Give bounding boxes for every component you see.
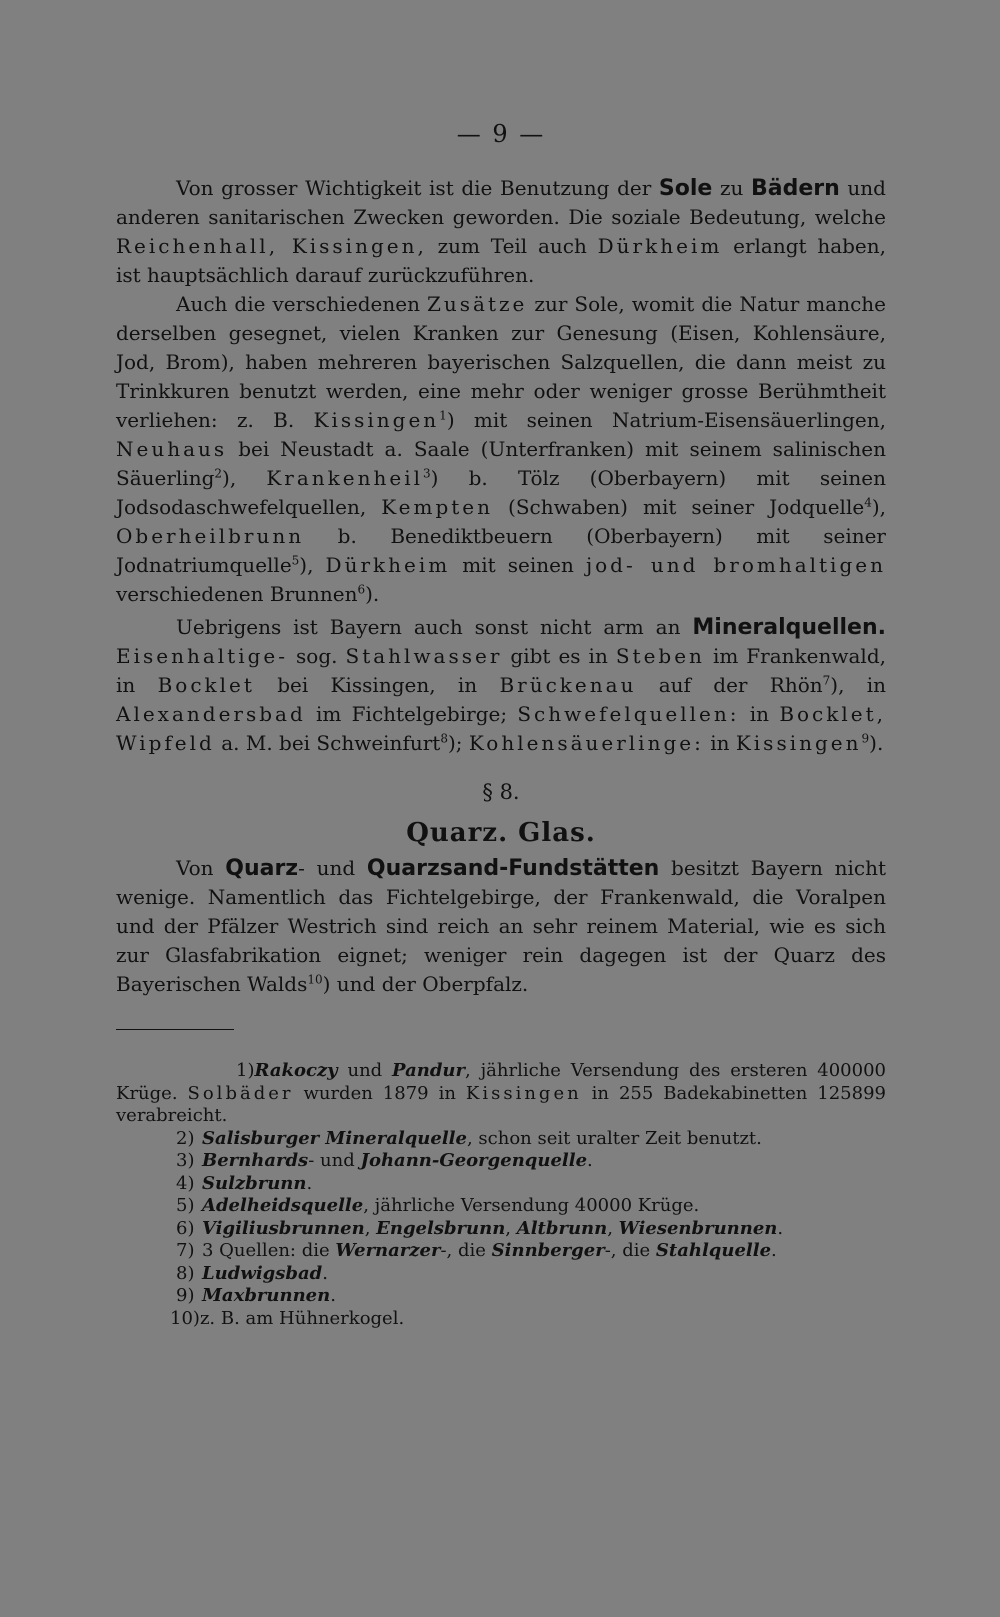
footnote-divider [116, 1029, 234, 1030]
paragraph-zusaetze: Auch die verschiedenen Zusätze zur Sole, womit die Natur manche derselben gesegnet, vielen Kranken zur Genesung (Eisen, Kohlensäure, Jod, Brom), haben mehreren bayerischen Salzquellen, die dann meist zu Trinkkuren benutzt werden, eine mehr oder weniger grosse Berühmtheit verliehen: z. B. Kissingen$^1$) mit seinen Natrium-Eisensäuerlingen, Neuhaus bei Neustadt a. Saale (Unterfranken) mit seinem salinischen Säuerling$^2$), Krankenheil$^3$) b. Tölz (Oberbayern) mit seinen Jodsodaschwefelquellen, Kempten (Schwaben) mit seiner Jodquelle$^4$), Oberheilbrunn b. Benediktbeuern (Oberbayern) mit seiner Jodnatriumquelle$^5$), Dürkheim mit seinen jod- und bromhaltigen verschiedenen Brunnen$^6$). [116, 292, 886, 606]
paragraph-sole: Von grosser Wichtigkeit ist die Benutzung der Sole zu Bädern und anderen sanitarischen Zwecken geworden. Die soziale Bedeutung, welche Reichenhall, Kissingen, zum Teil auch Dürkheim erlangt haben, ist hauptsächlich darauf zurückzuführen. [116, 176, 886, 287]
footnote-ref: 10 [307, 972, 323, 987]
document-page [116, 120, 886, 1330]
footnote-7: 7) 3 Quellen: die Wernarzer-, die Sinnberger-, die Stahlquelle. [176, 1240, 777, 1261]
footnote-ref: 8 [440, 731, 448, 746]
footnote-ref: 2 [214, 466, 223, 481]
footnote-8: 8) Ludwigsbad. [176, 1262, 328, 1284]
paragraph-quarz: Von Quarz- und Quarzsand-Fundstätten besitzt Bayern nicht wenige. Namentlich das Fichtelgebirge, der Frankenwald, die Voralpen und der Pfälzer Westrich sind reich an sehr reinem Material, wie es sich zur Glasfabrikation eignet; weniger rein dagegen ist der Quarz des Bayerischen Walds$^{10}$) und der Oberpfalz. [116, 856, 886, 996]
footnote-1: 1)Rakoczy und Pandur, jährliche Versendung des ersteren 400000 Krüge. Solbäder wurden 1879 in Kissingen in 255 Badekabinetten 125899 verabreicht. [116, 1060, 886, 1126]
paragraph-mineralquellen: Uebrigens ist Bayern auch sonst nicht arm an Mineralquellen. Eisenhaltige- sog. Stahlwasser gibt es in Steben im Frankenwald, in Bocklet bei Kissingen, in Brückenau auf der Rhön$^7$), in Alexandersbad im Fichtelgebirge; Schwefelquellen: in Bocklet, Wipfeld a. M. bei Schweinfurt$^8$); Kohlensäuerlinge: in Kissingen$^9$). [116, 615, 887, 755]
footnote-ref: 6 [357, 582, 366, 597]
footnotes [116, 1060, 886, 1330]
footnote-ref: 4 [864, 495, 872, 510]
section-heading: Quarz. Glas. [406, 818, 596, 848]
footnote-9: 9) Maxbrunnen. [176, 1285, 336, 1306]
footnote-ref: 7 [822, 673, 831, 688]
footnote-3: 3) Bernhards- und Johann-Georgenquelle. [176, 1150, 593, 1171]
footnote-ref: 9 [861, 731, 870, 746]
footnote-4: 4) Sulzbrunn. [176, 1172, 313, 1194]
page-number: — 9 — [456, 120, 546, 148]
footnote-ref: 1 [439, 408, 447, 423]
section-number: § 8. [482, 780, 520, 804]
footnote-5: 5) Adelheidsquelle, jährliche Versendung 40000 Krüge. [176, 1195, 700, 1216]
footnote-6: 6) Vigiliusbrunnen, Engelsbrunn, Altbrunn, Wiesenbrunnen. [176, 1217, 784, 1239]
footnote-2: 2) Salisburger Mineralquelle, schon seit uralter Zeit benutzt. [176, 1127, 762, 1149]
footnote-ref: 3 [423, 466, 431, 481]
footnote-ref: 5 [291, 553, 300, 568]
footnote-10: 10)z. B. am Hühnerkogel. [170, 1307, 405, 1329]
